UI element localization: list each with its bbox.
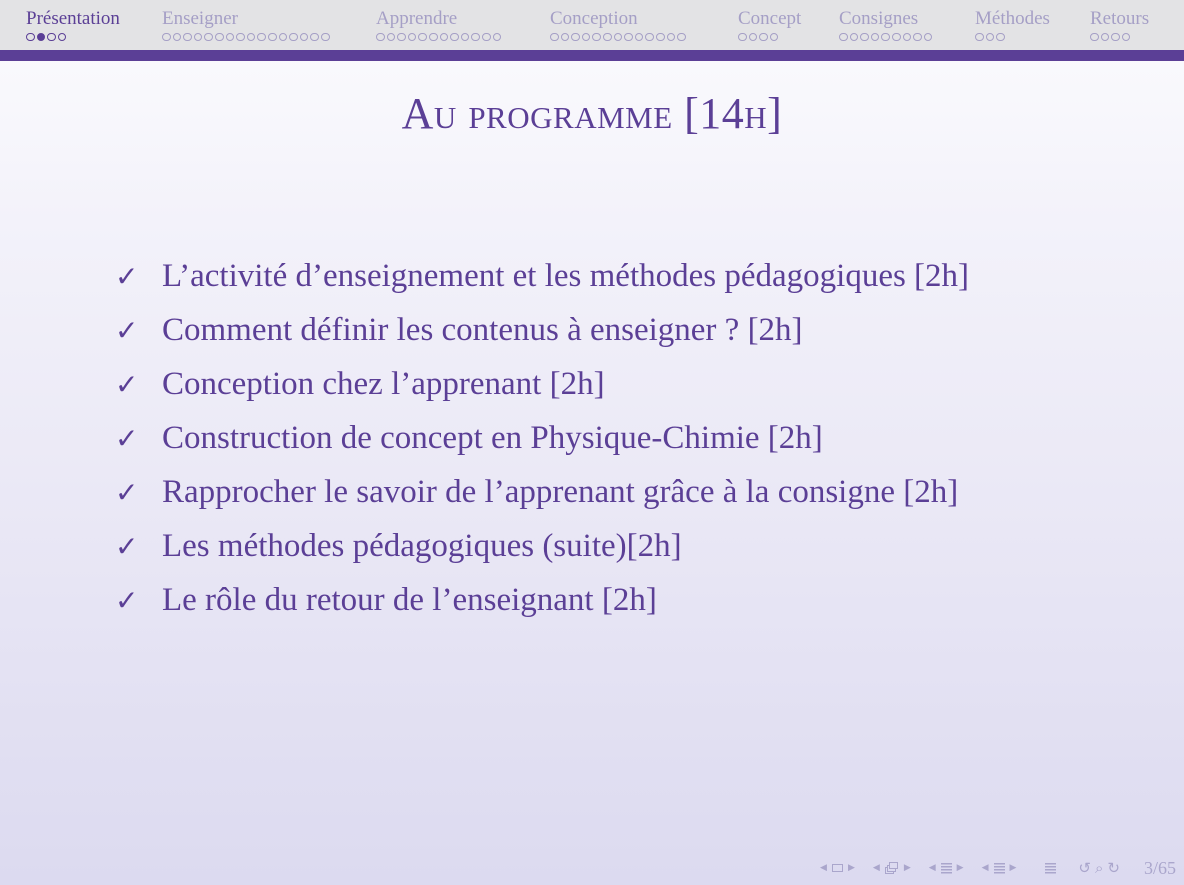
frame-dot-icon[interactable] (289, 33, 298, 42)
frame-dot-icon[interactable] (236, 33, 245, 42)
frame-dot-icon[interactable] (226, 33, 235, 42)
previous-slide-icon[interactable]: ◀ (820, 863, 827, 873)
list-item-text: Comment définir les contenus à enseigner ? [2h] (162, 312, 803, 348)
page-number: 3/65 (1143, 857, 1176, 878)
section-label[interactable]: Conception (550, 8, 638, 29)
frame-dot-icon[interactable] (1111, 33, 1120, 42)
frame-dot-icon[interactable] (376, 33, 385, 42)
frame-dot-icon[interactable] (387, 33, 396, 42)
list-item-text: Les méthodes pédagogiques (suite)[2h] (162, 528, 682, 564)
frame-dot-icon[interactable] (418, 33, 427, 42)
frame-dot-icon[interactable] (493, 33, 502, 42)
frame-dots (1090, 32, 1149, 42)
list-item (115, 470, 1075, 514)
frame-dot-icon[interactable] (850, 33, 859, 42)
list-item-text: Conception chez l’apprenant [2h] (162, 366, 605, 402)
frame-dot-icon[interactable] (614, 33, 623, 42)
subsection-icon[interactable] (941, 863, 952, 874)
checkmark-icon: ✓ (115, 368, 139, 401)
current-frame-dot-icon[interactable] (37, 33, 46, 42)
section-label[interactable]: Retours (1090, 8, 1150, 29)
frame-dot-icon[interactable] (58, 33, 67, 42)
frame-dot-icon[interactable] (635, 33, 644, 42)
frame-dots (26, 32, 120, 42)
frame-title: Au programme [14h] (401, 89, 783, 138)
previous-section-icon[interactable]: ◀ (981, 863, 989, 873)
forward-icon[interactable]: ↻ (1107, 859, 1120, 877)
section-label[interactable]: Méthodes (975, 8, 1050, 29)
slide-nav-group (815, 863, 860, 873)
frame-dots (975, 32, 1050, 42)
frame-dot-icon[interactable] (996, 33, 1005, 42)
frame-dot-icon[interactable] (860, 33, 869, 42)
beamer-navigation-symbols (815, 855, 1176, 881)
frame-dot-icon[interactable] (26, 33, 35, 42)
frame-dots (738, 32, 801, 42)
frame-dot-icon[interactable] (279, 33, 288, 42)
frame-dots (550, 32, 686, 42)
slide-icon[interactable] (832, 864, 843, 872)
frame-dot-icon[interactable] (397, 33, 406, 42)
program-list (115, 254, 1075, 632)
section-retours[interactable] (1090, 8, 1149, 42)
section-label[interactable]: Concept (738, 8, 802, 29)
checkmark-icon: ✓ (115, 530, 139, 563)
frame-dot-icon[interactable] (592, 33, 601, 42)
frame-dot-icon[interactable] (903, 33, 912, 42)
frame-dot-icon[interactable] (1122, 33, 1131, 42)
section-label[interactable]: Consignes (839, 8, 919, 29)
frame-dot-icon[interactable] (194, 33, 203, 42)
frame-dot-icon[interactable] (204, 33, 213, 42)
next-subsection-icon[interactable]: ▶ (956, 863, 964, 873)
checkmark-icon: ✓ (115, 422, 139, 455)
headline-bar (0, 50, 1184, 61)
frame-dot-icon[interactable] (550, 33, 559, 42)
frame-dot-icon[interactable] (986, 33, 995, 42)
frame-dot-icon[interactable] (440, 33, 449, 42)
list-item (115, 362, 1075, 406)
frame-dot-icon[interactable] (1101, 33, 1110, 42)
previous-subsection-icon[interactable]: ◀ (928, 863, 936, 873)
frame-dot-icon[interactable] (1090, 33, 1099, 42)
frame-dot-icon[interactable] (975, 33, 984, 42)
frame-dot-icon[interactable] (738, 33, 747, 42)
headline-navigation (0, 0, 1184, 50)
section-label[interactable]: Apprendre (376, 8, 458, 29)
frame-dot-icon[interactable] (667, 33, 676, 42)
frame-dot-icon[interactable] (215, 33, 224, 42)
frame-dot-icon[interactable] (749, 33, 758, 42)
frame-icon[interactable] (885, 862, 899, 875)
search-nav-group (1076, 859, 1122, 877)
frame-dot-icon[interactable] (47, 33, 56, 42)
checkmark-icon: ✓ (115, 314, 139, 347)
frame-dot-icon[interactable] (173, 33, 182, 42)
frame-dot-icon[interactable] (247, 33, 256, 42)
section-consignes[interactable] (839, 8, 932, 42)
frame-dot-icon[interactable] (759, 33, 768, 42)
document-icon[interactable] (1045, 863, 1056, 874)
checkmark-icon: ✓ (115, 584, 139, 617)
section-label[interactable]: Enseigner (162, 8, 238, 29)
frame-dot-icon[interactable] (582, 33, 591, 42)
section-nav-group (977, 863, 1022, 874)
frame-dots (376, 32, 501, 42)
frame-dot-icon[interactable] (624, 33, 633, 42)
frame-dot-icon[interactable] (183, 33, 192, 42)
list-item (115, 308, 1075, 352)
frame-dot-icon[interactable] (408, 33, 417, 42)
frame-nav-group (868, 862, 916, 875)
list-item-text: L’activité d’enseignement et les méthodes pédagogiques [2h] (162, 258, 970, 294)
frame-dot-icon[interactable] (482, 33, 491, 42)
frame-dot-icon[interactable] (677, 33, 686, 42)
frame-dot-icon[interactable] (300, 33, 309, 42)
list-item-text: Le rôle du retour de l’enseignant [2h] (162, 582, 657, 618)
frame-dot-icon[interactable] (268, 33, 277, 42)
frame-dot-icon[interactable] (321, 33, 330, 42)
frame-dot-icon[interactable] (913, 33, 922, 42)
frame-dot-icon[interactable] (770, 33, 779, 42)
section-icon[interactable] (994, 863, 1005, 874)
frame-dot-icon[interactable] (310, 33, 319, 42)
next-slide-icon[interactable]: ▶ (847, 863, 855, 873)
list-item (115, 578, 1075, 622)
section-methodes[interactable] (975, 8, 1050, 42)
frame-dot-icon[interactable] (645, 33, 654, 42)
next-section-icon[interactable]: ▶ (1009, 863, 1017, 873)
frame-dot-icon[interactable] (429, 33, 438, 42)
frame-dot-icon[interactable] (257, 33, 266, 42)
frame-dot-icon[interactable] (471, 33, 480, 42)
frame-dot-icon[interactable] (603, 33, 612, 42)
frame-dot-icon[interactable] (656, 33, 665, 42)
back-icon[interactable]: ↺ (1078, 859, 1091, 877)
frame-dot-icon[interactable] (924, 33, 933, 42)
document-nav-group (1045, 863, 1056, 874)
frame-dot-icon[interactable] (892, 33, 901, 42)
frame-dots (839, 32, 932, 42)
list-item (115, 416, 1075, 460)
frame-dot-icon[interactable] (839, 33, 848, 42)
section-concept[interactable] (738, 8, 801, 42)
list-item (115, 524, 1075, 568)
previous-frame-icon[interactable]: ◀ (872, 863, 880, 873)
list-item-text: Rapprocher le savoir de l’apprenant grâce à la consigne [2h] (162, 474, 959, 510)
subsection-nav-group (924, 863, 969, 874)
checkmark-icon: ✓ (115, 260, 139, 293)
section-apprendre[interactable] (376, 8, 501, 42)
checkmark-icon: ✓ (115, 476, 139, 509)
list-item-text: Construction de concept en Physique-Chimie [2h] (162, 420, 823, 456)
frame-dot-icon[interactable] (162, 33, 171, 42)
next-frame-icon[interactable]: ▶ (903, 863, 911, 873)
frame-dot-icon[interactable] (461, 33, 470, 42)
frame-dot-icon[interactable] (871, 33, 880, 42)
section-conception[interactable] (550, 8, 686, 42)
frame-dot-icon[interactable] (571, 33, 580, 42)
frame-dot-icon[interactable] (881, 33, 890, 42)
frame-dot-icon[interactable] (450, 33, 459, 42)
search-icon[interactable]: ⌕ (1095, 859, 1104, 877)
section-enseigner[interactable] (162, 8, 330, 42)
frame-dots (162, 32, 330, 42)
section-label[interactable]: Présentation (26, 8, 120, 29)
section-presentation[interactable] (26, 8, 120, 42)
frame-dot-icon[interactable] (561, 33, 570, 42)
list-item (115, 254, 1075, 298)
